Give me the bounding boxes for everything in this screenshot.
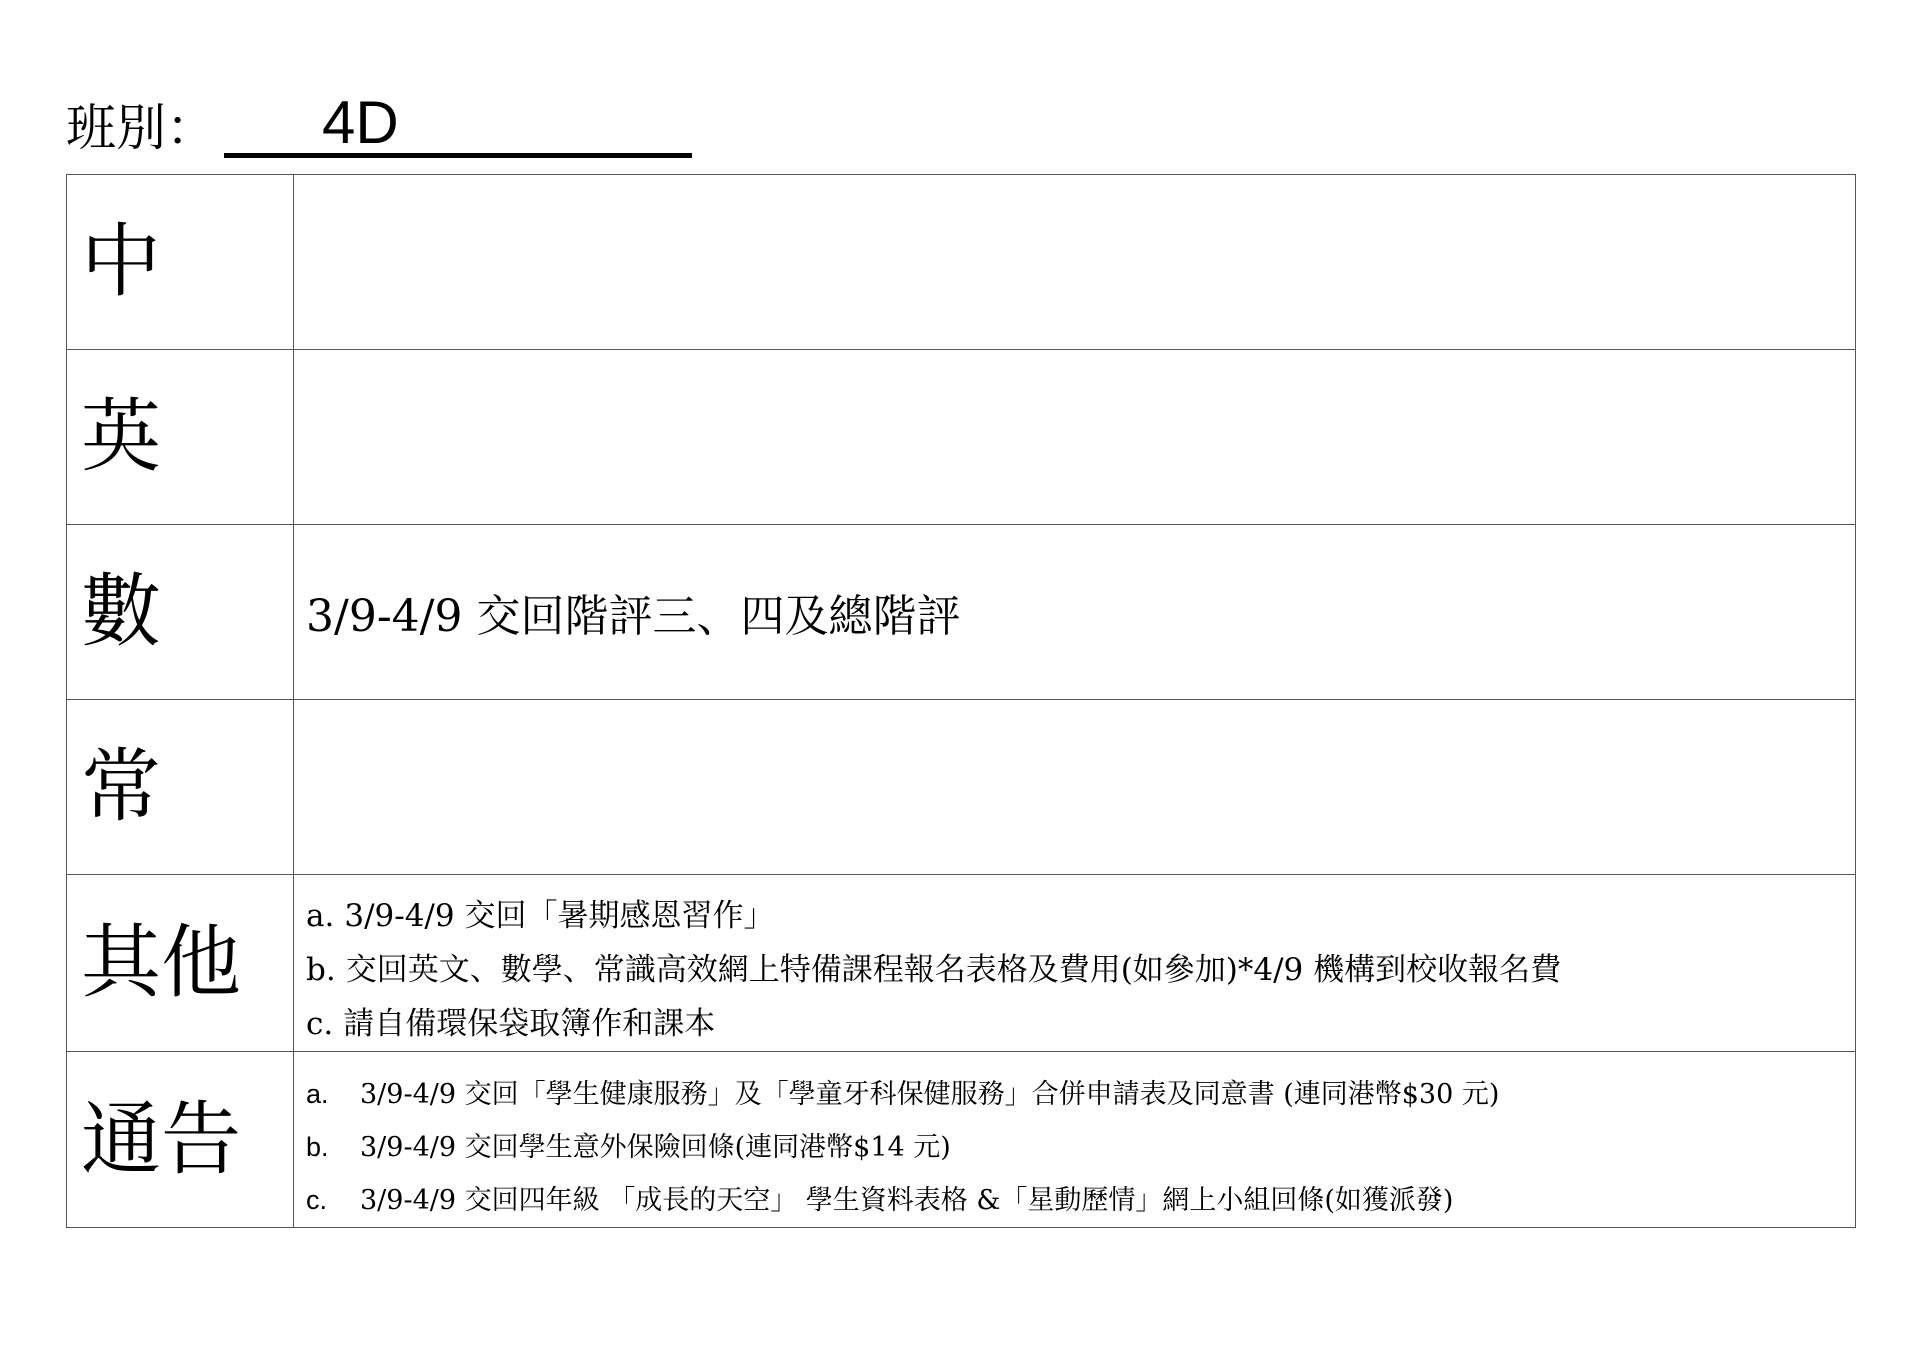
list-item-text: 交回英文、數學、常識高效網上特備課程報名表格及費用(如參加)*4/9 機構到校收報名費 [345, 952, 1562, 988]
list-marker: b. [306, 952, 336, 988]
list-item [306, 889, 1843, 943]
subject-cell [67, 350, 294, 525]
subject-notices: 通告 [81, 1092, 241, 1186]
notices-list [306, 1068, 1843, 1227]
subject-cell [67, 700, 294, 875]
table-row-others [67, 875, 1856, 1052]
list-marker: a. [306, 898, 335, 934]
subject-cell [67, 525, 294, 700]
content-cell-chinese [294, 175, 1856, 350]
table-row-math [67, 525, 1856, 700]
list-marker: c. [306, 1185, 328, 1215]
content-cell-english [294, 350, 1856, 525]
content-cell-math [294, 525, 1856, 700]
subject-cell [67, 1052, 294, 1228]
content-cell-general-studies [294, 700, 1856, 875]
homework-table [66, 174, 1856, 1228]
table-row-english [67, 350, 1856, 525]
table-row-general-studies [67, 700, 1856, 875]
list-item [306, 1068, 1843, 1121]
list-item-text: 3/9-4/9 交回學生意外保險回條(連同港幣$14 元) [360, 1132, 951, 1163]
list-item [306, 1121, 1843, 1174]
class-value-field [224, 91, 692, 158]
class-label: 班別： [66, 99, 216, 157]
list-item-text: 3/9-4/9 交回「學生健康服務」及「學童牙科保健服務」合併申請表及同意書 (連同港幣$30 元) [360, 1079, 1500, 1110]
others-list [306, 889, 1843, 1051]
list-item [306, 997, 1843, 1051]
list-item-text: 3/9-4/9 交回「暑期感恩習作」 [344, 898, 775, 934]
subject-cell [67, 175, 294, 350]
list-marker: b. [306, 1132, 329, 1162]
list-marker: a. [306, 1079, 329, 1109]
subject-cell [67, 875, 294, 1052]
list-item-text: 3/9-4/9 交回四年級 「成長的天空」 學生資料表格 &「星動歷情」網上小組回條(如獲派發) [360, 1185, 1454, 1216]
subject-chinese: 中 [81, 215, 161, 308]
list-item [306, 1174, 1843, 1227]
subject-math: 數 [81, 565, 161, 658]
list-item-text: 請自備環保袋取簿作和課本 [343, 1006, 716, 1042]
math-homework-text: 3/9-4/9 交回階評三、四及總階評 [306, 591, 961, 642]
content-cell-others [294, 875, 1856, 1052]
subject-others: 其他 [81, 916, 241, 1009]
list-marker: c. [306, 1006, 334, 1042]
subject-english: 英 [81, 390, 161, 483]
class-header [66, 88, 692, 158]
table-row-chinese [67, 175, 1856, 350]
list-item [306, 943, 1843, 997]
table-row-notices [67, 1052, 1856, 1228]
subject-general-studies: 常 [81, 740, 161, 833]
class-value: 4D [322, 89, 399, 156]
content-cell-notices [294, 1052, 1856, 1228]
